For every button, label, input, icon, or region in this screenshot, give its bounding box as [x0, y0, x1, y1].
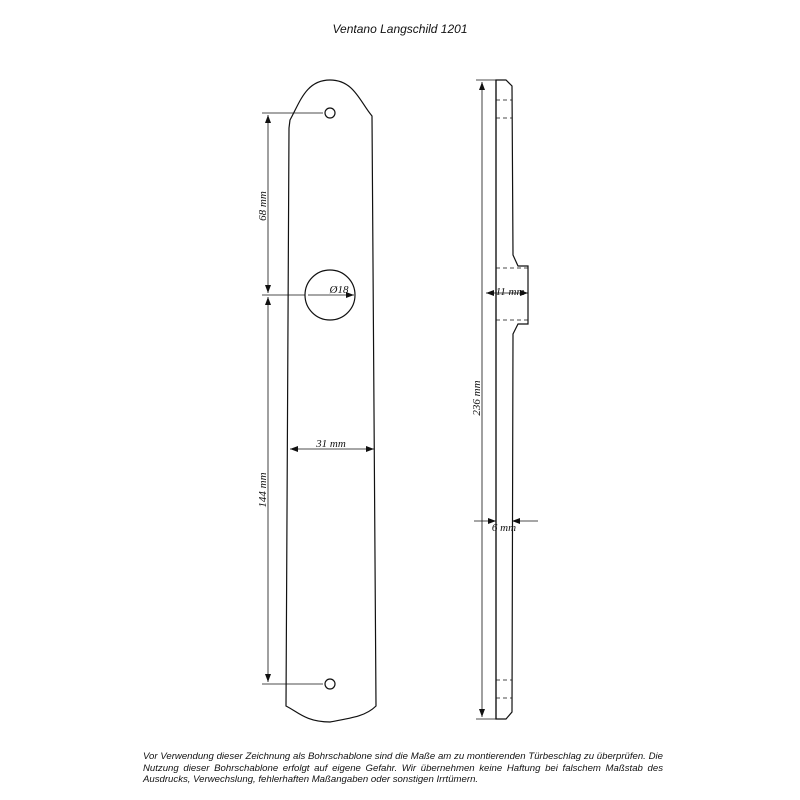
front-view — [286, 80, 376, 722]
dim-label-diameter: Ø18 — [329, 284, 349, 296]
side-profile-outline — [496, 80, 528, 719]
dim-label-11: 11 mm — [495, 286, 525, 298]
top-screw-hole — [325, 108, 335, 118]
dim-label-68: 68 mm — [257, 191, 269, 221]
dim-label-6: 6 mm — [491, 522, 517, 534]
dim-label-31: 31 mm — [316, 438, 346, 450]
side-dimensions — [474, 80, 538, 719]
plate-outline — [286, 80, 376, 722]
disclaimer-text: Vor Verwendung dieser Zeichnung als Bohrschablone sind die Maße am zu montierenden Türbeschlag zu überprüfen. Die Nutzung dieser Bohrschablone erfolgt auf eigene Gefahr. Wir übernehmen keine Haftung bei falschem Maßstab des Ausdrucks, Verwechslung, fehlerhaften Maßangaben oder sonstigen Irrtümern. — [143, 751, 663, 785]
drawing-title: Ventano Langschild 1201 — [332, 22, 468, 36]
dim-label-144: 144 mm — [257, 472, 269, 508]
side-view — [496, 80, 528, 719]
dim-label-236: 236 mm — [471, 380, 483, 416]
front-dimensions — [262, 113, 374, 684]
bottom-screw-hole — [325, 679, 335, 689]
